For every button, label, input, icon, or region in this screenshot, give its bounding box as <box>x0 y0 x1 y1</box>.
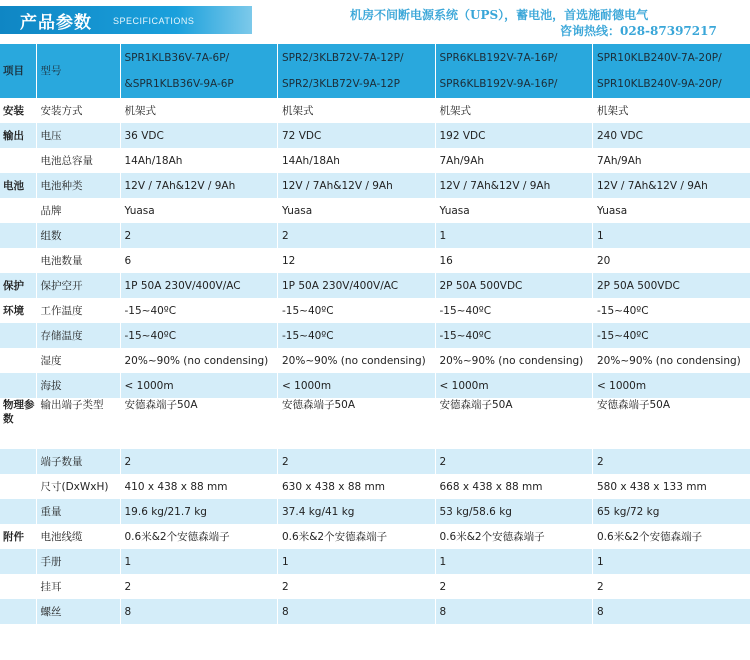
row-value: -15~40ºC <box>120 323 278 348</box>
row-value: 65 kg/72 kg <box>593 499 750 524</box>
row-value: 安德森端子50A <box>120 398 278 449</box>
row-value: 14Ah/18Ah <box>278 148 436 173</box>
row-value: 20%~90% (no condensing) <box>435 348 593 373</box>
model-line: SPR10KLB240V-7A-20P/ <box>597 52 722 64</box>
table-row <box>0 298 750 323</box>
table-row <box>0 449 750 474</box>
model-line: SPR6KLB192V-9A-16P/ <box>439 78 558 90</box>
row-value: 机架式 <box>435 98 593 123</box>
row-group: 物理参数 <box>0 398 36 449</box>
row-value: < 1000m <box>278 373 436 398</box>
table-row <box>0 198 750 223</box>
row-group <box>0 574 36 599</box>
row-value: 1P 50A 230V/400V/AC <box>278 273 436 298</box>
row-value: 1P 50A 230V/400V/AC <box>120 273 278 298</box>
row-value: 机架式 <box>278 98 436 123</box>
row-param: 品牌 <box>36 198 120 223</box>
row-value: < 1000m <box>120 373 278 398</box>
row-value: < 1000m <box>435 373 593 398</box>
row-group: 电池 <box>0 173 36 198</box>
row-value: -15~40ºC <box>278 298 436 323</box>
row-value: -15~40ºC <box>278 323 436 348</box>
row-value: 安德森端子50A <box>593 398 750 449</box>
row-value: 1 <box>593 223 750 248</box>
row-value: Yuasa <box>120 198 278 223</box>
row-value: 2 <box>435 449 593 474</box>
row-value: -15~40ºC <box>593 323 750 348</box>
row-value: 2 <box>278 223 436 248</box>
row-group <box>0 248 36 273</box>
row-value: 580 x 438 x 133 mm <box>593 474 750 499</box>
table-row <box>0 574 750 599</box>
row-value: 20%~90% (no condensing) <box>120 348 278 373</box>
row-value: 12V / 7Ah&12V / 9Ah <box>435 173 593 198</box>
row-value: 机架式 <box>120 98 278 123</box>
row-group: 环境 <box>0 298 36 323</box>
row-value: 20%~90% (no condensing) <box>593 348 750 373</box>
row-value: 12V / 7Ah&12V / 9Ah <box>278 173 436 198</box>
table-row <box>0 123 750 148</box>
row-group <box>0 449 36 474</box>
row-value: 8 <box>593 599 750 624</box>
table-row <box>0 323 750 348</box>
table-row <box>0 98 750 123</box>
row-value: 410 x 438 x 88 mm <box>120 474 278 499</box>
row-value: 1 <box>120 549 278 574</box>
row-param: 电压 <box>36 123 120 148</box>
row-value: 安德森端子50A <box>435 398 593 449</box>
table-row <box>0 148 750 173</box>
row-value: 192 VDC <box>435 123 593 148</box>
row-value: 0.6米&2个安德森端子 <box>120 524 278 549</box>
row-value: 1 <box>435 223 593 248</box>
title-banner <box>0 6 252 34</box>
row-param: 工作温度 <box>36 298 120 323</box>
row-param: 安装方式 <box>36 98 120 123</box>
row-value: 19.6 kg/21.7 kg <box>120 499 278 524</box>
header-model <box>435 44 593 98</box>
table-row <box>0 248 750 273</box>
row-param: 端子数量 <box>36 449 120 474</box>
model-line: SPR2/3KLB72V-9A-12P <box>282 78 400 90</box>
table-row <box>0 348 750 373</box>
row-value: 2 <box>593 449 750 474</box>
row-param: 湿度 <box>36 348 120 373</box>
row-value: 2 <box>120 574 278 599</box>
row-value: 机架式 <box>593 98 750 123</box>
row-value: 1 <box>278 549 436 574</box>
header-model <box>120 44 278 98</box>
row-param: 输出端子类型 <box>36 398 120 449</box>
row-value: 1 <box>593 549 750 574</box>
row-value: 2P 50A 500VDC <box>593 273 750 298</box>
hotline-text: 咨询热线：028-87397217 <box>560 24 717 38</box>
row-group <box>0 474 36 499</box>
header-param: 型号 <box>36 44 120 98</box>
row-group <box>0 373 36 398</box>
model-line: &SPR1KLB36V-9A-6P <box>124 78 234 90</box>
row-value: 240 VDC <box>593 123 750 148</box>
row-group: 安装 <box>0 98 36 123</box>
row-value: 7Ah/9Ah <box>435 148 593 173</box>
header-group: 项目 <box>0 44 36 98</box>
page-header <box>0 0 750 42</box>
row-value: 20 <box>593 248 750 273</box>
row-group: 附件 <box>0 524 36 549</box>
row-param: 挂耳 <box>36 574 120 599</box>
row-group <box>0 348 36 373</box>
row-value: Yuasa <box>593 198 750 223</box>
header-model <box>593 44 750 98</box>
table-row <box>0 223 750 248</box>
title-en: SPECIFICATIONS <box>113 16 195 26</box>
row-value: 8 <box>278 599 436 624</box>
row-group: 保护 <box>0 273 36 298</box>
table-row <box>0 398 750 449</box>
model-line: SPR1KLB36V-7A-6P/ <box>124 52 230 64</box>
model-line: SPR6KLB192V-7A-16P/ <box>439 52 558 64</box>
slogan-text: 机房不间断电源系统（UPS），蓄电池，首选施耐德电气 <box>350 8 649 22</box>
row-value: 14Ah/18Ah <box>120 148 278 173</box>
row-param: 存储温度 <box>36 323 120 348</box>
row-value: -15~40ºC <box>435 323 593 348</box>
row-group <box>0 323 36 348</box>
row-value: 36 VDC <box>120 123 278 148</box>
row-value: 8 <box>120 599 278 624</box>
row-param: 电池数量 <box>36 248 120 273</box>
row-value: 2P 50A 500VDC <box>435 273 593 298</box>
row-value: Yuasa <box>435 198 593 223</box>
row-value: -15~40ºC <box>120 298 278 323</box>
table-row <box>0 474 750 499</box>
row-value: 0.6米&2个安德森端子 <box>278 524 436 549</box>
row-value: 2 <box>435 574 593 599</box>
table-body <box>0 98 750 624</box>
row-value: 2 <box>120 223 278 248</box>
row-param: 重量 <box>36 499 120 524</box>
row-group <box>0 549 36 574</box>
row-group <box>0 198 36 223</box>
row-value: 2 <box>593 574 750 599</box>
row-value: 20%~90% (no condensing) <box>278 348 436 373</box>
row-value: 2 <box>278 449 436 474</box>
table-row <box>0 549 750 574</box>
row-group <box>0 599 36 624</box>
table-row <box>0 373 750 398</box>
row-value: 12V / 7Ah&12V / 9Ah <box>593 173 750 198</box>
table-row <box>0 499 750 524</box>
row-value: < 1000m <box>593 373 750 398</box>
row-value: 安德森端子50A <box>278 398 436 449</box>
row-group: 输出 <box>0 123 36 148</box>
row-value: 630 x 438 x 88 mm <box>278 474 436 499</box>
row-param: 手册 <box>36 549 120 574</box>
row-group <box>0 499 36 524</box>
row-group <box>0 148 36 173</box>
row-value: 16 <box>435 248 593 273</box>
row-param: 保护空开 <box>36 273 120 298</box>
row-param: 螺丝 <box>36 599 120 624</box>
model-line: SPR10KLB240V-9A-20P/ <box>597 78 722 90</box>
table-header-row <box>0 44 750 98</box>
row-param: 电池总容量 <box>36 148 120 173</box>
header-model <box>278 44 436 98</box>
row-value: -15~40ºC <box>593 298 750 323</box>
row-value: 12V / 7Ah&12V / 9Ah <box>120 173 278 198</box>
row-value: 1 <box>435 549 593 574</box>
title-cn: 产品参数 <box>20 13 92 33</box>
table-row <box>0 173 750 198</box>
row-param: 海拔 <box>36 373 120 398</box>
row-value: 0.6米&2个安德森端子 <box>593 524 750 549</box>
row-value: 2 <box>278 574 436 599</box>
row-group <box>0 223 36 248</box>
row-value: 6 <box>120 248 278 273</box>
row-param: 尺寸(DxWxH) <box>36 474 120 499</box>
row-value: 53 kg/58.6 kg <box>435 499 593 524</box>
table-row <box>0 524 750 549</box>
table-row <box>0 599 750 624</box>
row-value: Yuasa <box>278 198 436 223</box>
row-value: 8 <box>435 599 593 624</box>
row-param: 电池线缆 <box>36 524 120 549</box>
row-value: 0.6米&2个安德森端子 <box>435 524 593 549</box>
table-row <box>0 273 750 298</box>
row-value: 72 VDC <box>278 123 436 148</box>
row-param: 电池种类 <box>36 173 120 198</box>
row-value: 12 <box>278 248 436 273</box>
row-value: 7Ah/9Ah <box>593 148 750 173</box>
row-param: 组数 <box>36 223 120 248</box>
row-value: 37.4 kg/41 kg <box>278 499 436 524</box>
row-value: -15~40ºC <box>435 298 593 323</box>
model-line: SPR2/3KLB72V-7A-12P/ <box>282 52 404 64</box>
row-value: 668 x 438 x 88 mm <box>435 474 593 499</box>
row-value: 2 <box>120 449 278 474</box>
spec-table <box>0 44 750 624</box>
